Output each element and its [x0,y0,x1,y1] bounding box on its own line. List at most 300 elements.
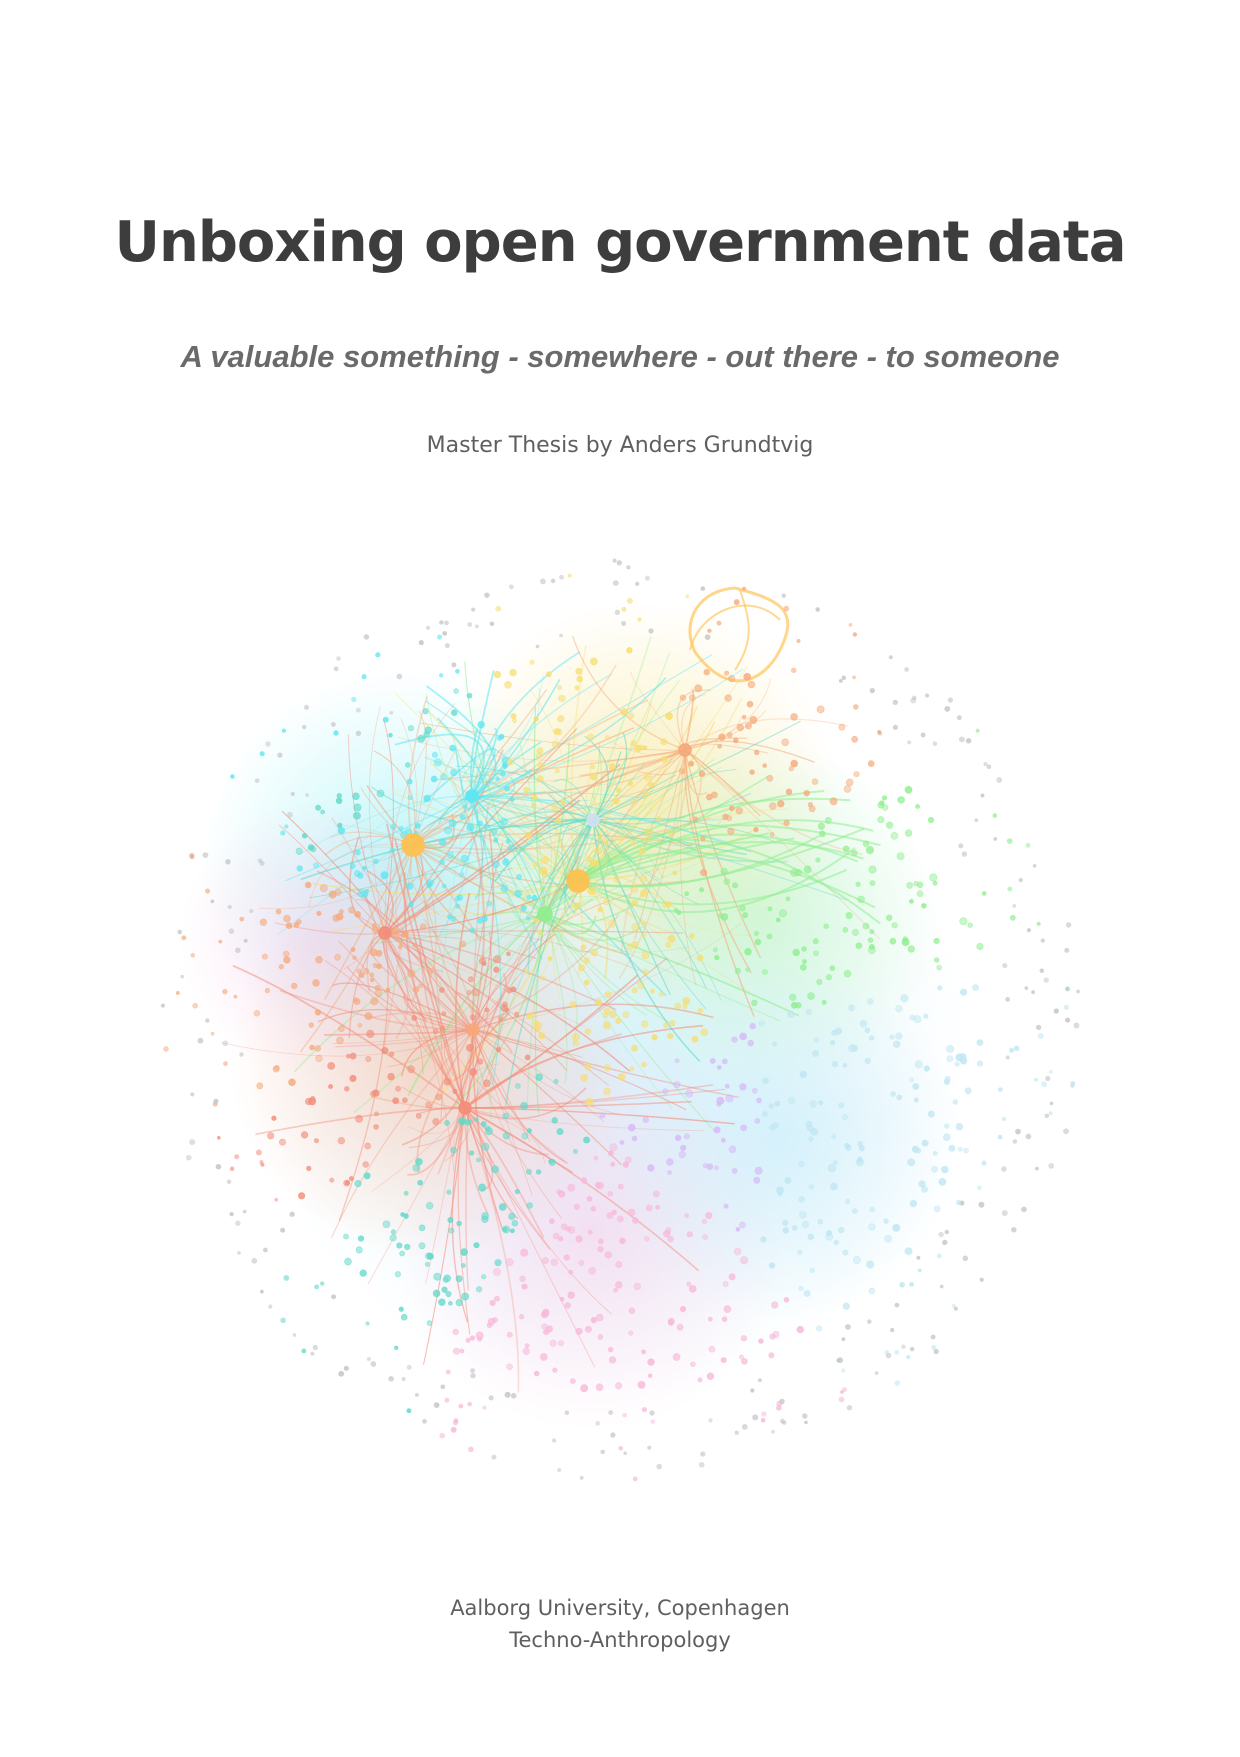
graph-node [800,964,806,970]
graph-node [591,1206,596,1211]
graph-node [444,1120,449,1125]
graph-node [217,1136,221,1140]
graph-node [957,715,962,720]
graph-node [665,901,671,907]
graph-node [478,721,485,728]
graph-node [328,1084,332,1088]
graph-node [853,632,857,636]
graph-node [493,861,500,868]
graph-node [489,1395,494,1400]
graph-node [551,1259,558,1266]
graph-node [742,1424,748,1430]
graph-node [845,1324,851,1330]
graph-node [856,943,862,949]
graph-node [669,832,674,837]
graph-node [761,1411,766,1416]
graph-node [804,790,810,796]
graph-node [917,882,923,888]
graph-node [697,955,703,961]
graph-node [302,725,306,729]
graph-node [798,1250,803,1255]
graph-node [714,955,719,960]
graph-node [354,804,362,812]
graph-node [882,796,887,801]
graph-node [784,820,790,826]
graph-node [737,724,744,731]
graph-node [947,1055,953,1061]
graph-node [825,817,831,823]
graph-node [506,839,510,843]
graph-node [233,995,237,999]
graph-node [846,912,853,919]
graph-node [732,1168,737,1173]
graph-node [645,829,653,837]
graph-node [741,1335,747,1341]
graph-node [835,1028,842,1035]
graph-node [666,942,671,947]
graph-node [491,1455,496,1460]
graph-node [833,1160,837,1164]
graph-node [913,1083,919,1089]
graph-node [758,1378,762,1382]
graph-node [637,982,644,989]
graph-node [934,958,939,963]
graph-node [353,812,360,819]
graph-node [992,813,997,818]
graph-node [689,1285,696,1292]
graph-node [974,818,978,822]
graph-node [933,881,937,885]
graph-node [585,1326,591,1332]
graph-node [451,710,457,716]
graph-node [440,859,445,864]
graph-node [598,1239,603,1244]
graph-node [583,1137,590,1144]
graph-node [895,1380,901,1386]
graph-node [622,1413,627,1418]
graph-node [706,794,712,800]
graph-node [537,930,542,935]
graph-node [786,789,792,795]
graph-node [609,763,616,770]
graph-node [816,858,821,863]
graph-node [843,1250,848,1255]
graph-node [754,1177,760,1183]
graph-node [476,1158,480,1162]
graph-node [908,946,915,953]
graph-node [721,1357,726,1362]
graph-node [510,669,517,676]
graph-node [399,1307,404,1312]
graph-node [808,1234,814,1240]
graph-node [401,1212,405,1216]
graph-node [668,1170,672,1174]
graph-node [922,1140,928,1146]
graph-node [309,1023,314,1028]
graph-node [916,1256,920,1260]
graph-node [459,941,465,947]
graph-node [1044,977,1049,982]
cover-footer [0,1592,1240,1656]
graph-node [566,1226,571,1231]
graph-node [626,565,630,569]
graph-node [243,1210,247,1214]
graph-node [813,1050,819,1056]
graph-node [865,1028,870,1033]
graph-node [391,1230,396,1235]
graph-node [648,1359,655,1366]
graph-node [450,745,456,751]
graph-node [865,1058,871,1064]
graph-node [382,1047,389,1054]
graph-node [655,1205,659,1209]
graph-node [1064,1005,1069,1010]
graph-node [502,1002,507,1007]
graph-node [852,929,858,935]
graph-node [758,1339,763,1344]
graph-node [534,1371,539,1376]
graph-node [632,800,637,805]
graph-node [455,896,460,901]
graph-node [376,950,382,956]
graph-node [745,948,752,955]
graph-node [352,956,356,960]
graph-node [406,1408,411,1413]
graph-node [844,970,851,977]
graph-node [524,970,529,975]
graph-node [420,924,426,930]
graph-node [897,1095,902,1100]
graph-node [372,927,379,934]
graph-node [815,607,820,612]
graph-node [1015,1129,1021,1135]
graph-node [354,870,360,876]
graph-node [643,746,647,750]
graph-node [583,958,589,964]
graph-node [451,1427,457,1433]
graph-node [620,1238,626,1244]
graph-node [819,1101,823,1105]
graph-node [595,999,602,1006]
graph-node [1031,990,1035,994]
graph-node [604,1064,611,1071]
graph-node [869,1035,874,1040]
graph-node [762,969,767,974]
graph-node [371,998,378,1005]
graph-node [755,1167,762,1174]
graph-node [418,984,422,988]
graph-hub-node [538,907,552,921]
graph-node [907,1159,914,1166]
graph-node [600,1113,606,1119]
graph-node [249,909,253,913]
graph-node [647,1165,654,1172]
graph-node [227,1180,231,1184]
graph-node [856,882,861,887]
graph-node [982,1161,987,1166]
graph-node [674,908,678,912]
graph-node [456,1299,463,1306]
graph-node [161,1004,165,1008]
graph-node [280,830,285,835]
graph-node [587,1196,592,1201]
graph-node [896,1033,903,1040]
graph-node [334,666,339,671]
graph-node [461,855,468,862]
graph-node [608,1410,613,1415]
graph-node [493,955,501,963]
graph-node [893,1224,901,1232]
graph-node [315,805,320,810]
graph-node [277,752,282,757]
graph-node [804,866,811,873]
graph-node [549,1159,553,1163]
graph-node [442,884,446,888]
graph-node [461,1249,468,1256]
graph-node [453,1089,458,1094]
graph-node [718,734,725,741]
graph-node [802,1413,807,1418]
graph-node [884,1219,889,1224]
graph-node [891,832,898,839]
graph-node [404,1244,410,1250]
graph-node [613,580,619,586]
graph-node [406,883,413,890]
graph-node [750,1388,754,1392]
graph-node [1007,838,1013,844]
graph-node [667,1033,673,1039]
graph-node [365,1321,369,1325]
graph-node [506,952,510,956]
graph-node [548,957,552,961]
graph-node [912,696,917,701]
graph-node [276,909,281,914]
graph-node [254,1010,260,1016]
graph-node [735,1431,739,1435]
graph-node [906,1355,910,1359]
graph-node [799,1286,804,1291]
graph-node [503,1113,509,1119]
graph-node [628,781,633,786]
graph-node [291,792,295,796]
graph-node [930,874,937,881]
graph-node [345,1258,352,1265]
graph-node [355,850,360,855]
graph-node [553,1368,558,1373]
graph-node [687,1232,693,1238]
graph-node [675,1059,679,1063]
graph-node [451,917,456,922]
graph-node [605,991,612,998]
graph-node [673,1353,680,1360]
graph-node [532,795,537,800]
graph-node [838,1227,844,1233]
graph-node [791,869,799,877]
graph-node [315,1009,321,1015]
graph-node [668,1236,674,1242]
graph-node [1049,1111,1053,1115]
graph-node [279,964,284,969]
graph-node [735,968,741,974]
graph-node [409,902,414,907]
graph-node [305,882,311,888]
graph-node [434,1273,441,1280]
graph-node [413,1164,420,1171]
graph-node [721,868,728,875]
graph-node [937,1254,942,1259]
graph-node [650,989,654,993]
graph-node [496,1047,501,1052]
graph-node [412,1015,417,1020]
graph-node [230,774,234,778]
graph-node [841,1337,845,1341]
graph-node [581,1074,588,1081]
graph-node [894,1350,899,1355]
graph-node [938,1232,943,1237]
graph-node [470,1368,475,1373]
graph-node [692,1036,698,1042]
graph-node [557,1128,564,1135]
graph-node [924,1014,929,1019]
graph-node [470,1373,475,1378]
graph-node [878,802,884,808]
graph-node [1066,922,1071,927]
graph-node [442,1012,446,1016]
graph-node [807,1125,813,1131]
network-graph-illustration [140,540,1100,1500]
graph-node [870,688,875,693]
graph-node [615,1018,621,1024]
graph-node [782,1220,788,1226]
graph-node [724,1204,728,1208]
graph-node [493,1268,500,1275]
graph-node [413,943,417,947]
graph-node [235,1221,240,1226]
graph-node [482,1406,486,1410]
graph-node [288,1079,295,1086]
graph-node [448,1217,454,1223]
graph-node [996,777,1002,783]
graph-node [909,1078,913,1082]
graph-node [431,776,437,782]
graph-node [775,1101,780,1106]
graph-node [878,816,884,822]
graph-node [298,1192,305,1199]
graph-node [708,1317,712,1321]
graph-node [491,828,497,834]
graph-node [401,931,408,938]
graph-node [641,1021,648,1028]
graph-node [700,1451,705,1456]
graph-node [632,1218,638,1224]
graph-node [504,681,511,688]
graph-node [848,1044,856,1052]
graph-node [904,667,909,672]
graph-node [313,863,318,868]
graph-node [725,1084,729,1088]
graph-node [260,919,267,926]
graph-node [466,1338,470,1342]
graph-node [408,725,414,731]
graph-node [433,1290,440,1297]
graph-node [290,1212,295,1217]
graph-node [482,1216,489,1223]
graph-node [857,1157,862,1162]
graph-node [945,1076,950,1081]
graph-node [598,907,603,912]
graph-node [586,856,592,862]
graph-hub-node [379,927,391,939]
graph-node [440,1384,445,1389]
graph-node [205,1018,209,1022]
graph-node [608,1347,613,1352]
graph-node [717,1102,721,1106]
graph-node [939,1178,946,1185]
graph-node [761,1418,766,1423]
graph-node [415,1393,419,1397]
graph-node [846,1145,852,1151]
graph-node [363,1162,369,1168]
graph-node [316,956,323,963]
graph-node [442,1287,448,1293]
graph-node [928,817,934,823]
graph-node [1033,864,1037,868]
graph-node [559,634,563,638]
graph-node [449,820,456,827]
graph-node [869,1288,875,1294]
graph-node [724,671,729,676]
graph-node [772,1041,777,1046]
graph-node [642,952,649,959]
graph-node [358,1023,362,1027]
graph-node [280,1318,286,1324]
graph-node [230,1167,234,1171]
graph-node [723,814,729,820]
graph-node [632,900,638,906]
graph-node [586,1098,594,1106]
graph-node [776,1187,783,1194]
graph-node [656,1464,662,1470]
graph-node [470,928,475,933]
graph-node [388,1376,394,1382]
graph-node [587,734,594,741]
graph-node [467,824,474,831]
graph-node [866,1261,874,1269]
graph-node [331,1294,336,1299]
graph-node [813,938,819,944]
graph-node [471,608,475,612]
graph-node [1002,1117,1006,1121]
graph-node [845,1199,850,1204]
graph-node [683,997,690,1004]
graph-node [717,1065,721,1069]
graph-node [901,1345,905,1349]
graph-node [596,1314,603,1321]
graph-node [770,1334,776,1340]
graph-node [371,1361,377,1367]
graph-node [1006,1055,1010,1059]
graph-node [235,947,241,953]
graph-node [283,915,290,922]
graph-node [439,1299,446,1306]
graph-node [718,913,723,918]
graph-node [750,770,755,775]
graph-node [769,1125,775,1131]
graph-node [928,1111,934,1117]
graph-node [330,1178,334,1182]
graph-node [680,1145,686,1151]
graph-node [366,1056,371,1061]
